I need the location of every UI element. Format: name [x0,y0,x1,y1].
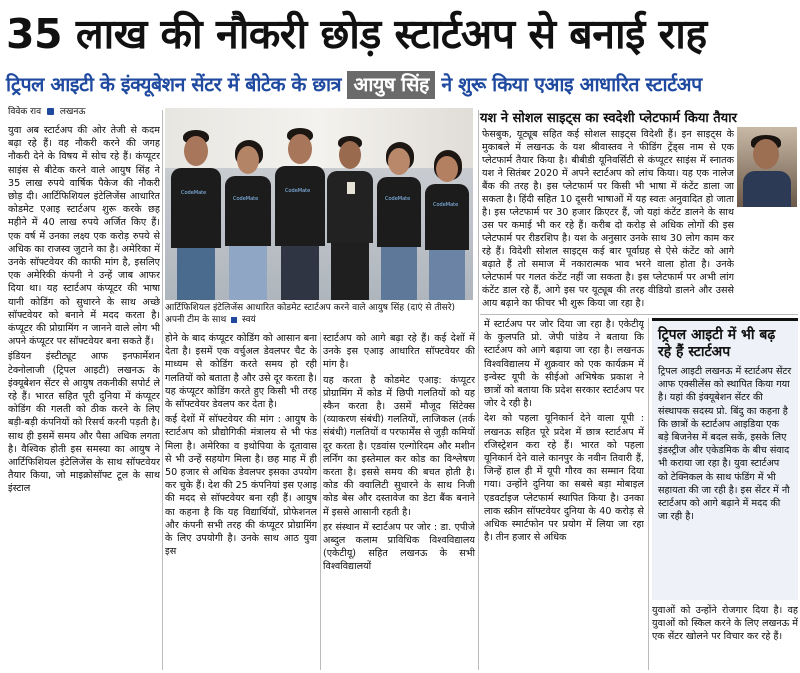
subhead-highlight: आयुष सिंह [347,71,435,99]
shirt-text: CodeMate [181,190,207,196]
bullet-icon [47,108,54,115]
article-column-4 [484,318,644,670]
paragraph: युवाओं को उन्होंने रोजगार दिया है। वह युवाओं को स्किल करने के लिए लखनऊ में एक सेंटर खोलने पर विचार कर रहे हैं। [652,605,798,643]
boxed-story-text: ट्रिपल आइटी लखनऊ में स्टार्टअप सेंटर आफ एक्सीलेंस को स्थापित किया गया है। यहां की इंक्यूबेशन सेंटर की संस्थापक सदस्य प्रो. बिंदु का कहना है कि छात्रों के स्टार्टअप आइडिया एक बड़े बिजनेस में बदल सकें, इसके लिए इंडस्ट्रीज और एकेडमिक के बीच संवाद भी कराया जा रहा है। युवा स्टार्टअप को टेक्निकल के साथ फंडिंग में भी सहायता की जा रही है। इस सेंटर में नौ स्टार्टअप को आगे बढ़ाने में मदद की जा रही है। [658,366,792,523]
photo-person-ayush [325,136,375,300]
subhead-post: ने शुरू किया एआइ आधारित स्टार्टअप [441,73,702,96]
paragraph: देश को पहला यूनिकार्न देने वाला यूपी : लखनऊ सहित पूरे प्रदेश में छात्र स्टार्टअप में रजिस्ट्रेशन करा रहे हैं। भारत को पहला यूनिकार्न देने वाले कानपुर के नवीन तिवारी हैं, जिन्हें हाल ही में यूपी गौरव का सम्मान दिया गया। उन्होंने दुनिया का सबसे बड़ा मोबाइल एडवर्टाइज प्लेटफार्म स्थापित किया है। उनका लाक स्क्रीन सॉफ्टवेयर दुनिया के 40 करोड़ से अधिक स्मार्टफोन पर प्रयोग में लिया जा रहा है। तीन हजार से अधिक [484,413,644,544]
paragraph: युवा अब स्टार्टअप की ओर तेजी से कदम बढ़ा रहे हैं। वह नौकरी करने की जगह नौकरी देने के विषय में सोच रहे हैं। कंप्यूटर साइंस से बीटेक करने वाले आयुष सिंह ने 35 लाख रुपये वार्षिक पैकेज की नौकरी छोड़ दी। आर्टिफिशियल इंटेलिजेंस आधारित कोडमेट एआइ स्टार्टअप शुरू करके छह महीने में 40 लाख रुपये अर्जित किए हैं। एक वर्ष में उनका लक्ष्य एक करोड़ रुपये से अधिक का राजस्व जुटाने का है। अमेरिका में उनके सॉफ्टवेयर की काफी मांग है, इसलिए एक अमेरिकी कंपनी ने उन्हें जाब आफर दिया था। यह स्टार्टअप कंप्यूटर की भाषा यानी कोडिंग को सुधारने के साथ अच्छे सॉफ्टवेयर को बनाने में मदद करता है। कंप्यूटर की प्रोग्रामिंग न जानने वाले लोग भी अपने कंप्यूटर पर सॉफ्टवेयर बना सकते हैं। [8,125,160,348]
side-story-text-top [482,128,734,312]
article-column-5-tail [652,604,798,670]
boxed-story-title: ट्रिपल आइटी में भी बढ़ रहे हैं स्टार्टअप [658,327,776,360]
column-divider [648,318,649,670]
paragraph: हर संस्थान में स्टार्टअप पर जोर : डा. एपीजे अब्दुल कलाम प्राविधिक विश्वविद्यालय (एकेटीयू) सहित लखनऊ के सभी विश्वविद्यालयों [323,521,475,573]
photo-person [223,140,273,300]
paragraph: होने के बाद कंप्यूटर कोडिंग को आसान बना देता है। इसमें एक वर्चुअल डेवलपर चैट के माध्यम से कोडिंग करते समय हो रही गलतियों को बताता है और उसे दूर करता है। यह कंप्यूटर कोडिंग करते हुए किसी भी तरह के सॉफ्टवेयर डेवलप कर देता है। [165,333,317,411]
article-column-3 [323,332,475,670]
section-divider [480,314,798,315]
column-divider [320,332,321,670]
byline-city: लखनऊ [59,107,86,117]
subheadline [6,70,796,100]
byline [8,104,85,117]
photo-person [423,150,471,300]
photo-person [273,128,325,300]
photo-person [375,142,423,300]
paragraph: कई देशों में सॉफ्टवेयर की मांग : आयुष के स्टार्टअप को प्रौद्योगिकी मंत्रालय से भी फंड मिला है। अमेरिका व इथोपिया के दूतावास से भी उन्हें सहयोग मिला है। छह माह में ही 50 हजार से अधिक डेवलपर इसका उपयोग कर चुके हैं। देश की 25 कंपनियां इस एआइ की मदद से सॉफ्टवेयर बना रही हैं। आयुष का कहना है कि यह विद्यार्थियों, प्रोफेशनल और कंपनी सभी तरह की कंप्यूटर प्रोग्रामिंग के लिए उपयोगी है। उनके साथ आठ युवा इस [165,414,317,558]
portrait-photo [737,127,797,207]
paragraph: में स्टार्टअप पर जोर दिया जा रहा है। एकेटीयू के कुलपति प्रो. जेपी पांडेय ने बताया कि स्टार्टअप को आगे बढ़ाया जा रहा है। लखनऊ विश्वविद्यालय में शुक्रवार को एक कार्यक्रम में इन्वेस्ट यूपी के सीईओ अभिषेक प्रकाश ने छात्रों को बताया कि प्रदेश सरकार स्टार्टअप पर जोर दे रही है। [484,319,644,410]
shirt-text: CodeMate [285,188,311,194]
headline: 35 लाख की नौकरी छोड़ स्टार्टअप से बनाई राह [6,10,707,58]
photo-caption [165,302,475,326]
shirt-text: CodeMate [385,196,411,202]
photo-person [169,130,221,300]
side-story-paragraph: फेसबुक, यूट्यूब सहित कई सोशल साइट्स विदेशी हैं। इन साइट्स के मुकाबले में लखनऊ के यश श्रीवास्तव ने फीडिंग ट्रेंड्स नाम से एक प्लेटफार्म तैयार किया है। बीबीडी यूनिवर्सिटी से कंप्यूटर साइंस में स्नातक यश ने सितंबर 2020 में अपने स्टार्टअप को लांच किया। यह एक नालेज बैंक की तरह है। इस प्लेटफार्म पर किसी भी भाषा में कंटेंट डाला जा सकता है। हिंदी सहित 10 दूसरी भाषाओं में यह स्वतः अनुवादित हो जाता है। इस प्लेटफार्म पर 30 हजार क्रिएटर हैं, जो यहां कंटेंट डालने के साथ उस पर कमाई भी कर रहे हैं। करीब दो करोड़ से अधिक लोगों की इस प्लेटफार्म पर रीडरशिप है। यश के अनुसार उनके साथ 30 लोग काम कर रहे हैं। विदेशी सोशल साइट्स कई बार पूर्वाग्रह से ऐसे कंटेंट को आगे बढ़ाते हैं तो समाज में नकारात्मक भाव भरने वाला होता है। उनके प्लेटफार्म पर गलत कंटेंट नहीं जा सकता है। इस प्लेटफार्म पर अभी लांग कंटेंट डाल रहे हैं, आगे इस पर यूट्यूब की तरह वीडियो डालने और उससे आय बढ़ाने का फीचर भी शुरू किया जा रहा है। [482,129,734,309]
paragraph: इंडियन इंस्टीट्यूट आफ इनफार्मेशन टेक्नोलाजी (ट्रिपल आइटी) लखनऊ के इंक्यूबेशन सेंटर से आयुष तकनीकी सपोर्ट ले रहे हैं। भारत सहित पूरी दुनिया में कंप्यूटर कोडिंग की गलती को ठीक करने के लिए बड़ी-बड़ी कंपनियों को रिसर्च करनी पड़ती है। साथ ही इसमें समय और पैसा अधिक लगता है। वैश्विक होती इस समस्या का आयुष ने आर्टिफिशियल इंटेलिजेंस के साथ सॉफ्टवेयर तैयार किया, जो माइक्रोसॉफ्ट टूल के साथ इंस्टाल [8,351,160,495]
shirt-text: CodeMate [433,202,459,208]
id-badge [347,182,355,194]
subhead-pre: ट्रिपल आइटी के इंक्यूबेशन सेंटर में बीटेक के छात्र [6,73,342,96]
article-column-2 [165,332,317,670]
team-photo [165,108,473,300]
caption-text: आर्टिफिशियल इंटेलिजेंस आधारित कोडमेट स्टार्टअप करने वाले आयुष सिंह (दाएं से तीसरे) अपनी टीम के साथ [165,303,456,325]
boxed-story [652,318,798,600]
paragraph: यह करता है कोडमेट एआइ: कंप्यूटर प्रोग्रामिंग में कोड में छिपी गलतियों को यह स्कैन करता है। उसमें मौजूद सिंटेक्स (व्याकरण संबंधी) गलतियों, लाजिकल (तर्क संबंधी) गलतियों व परफार्मेंस से जुड़ी कमियों दूर करता है। एडवांस एल्गोरिदम और मशीन लर्निंग का इस्तेमाल कर कोड का विश्लेषण करता है। इससे समय की बचत होती है। कोड की क्वालिटी सुधारने के साथ निजी कोड बेस और दस्तावेज का डेटा बैंक बनाने में इससे आसानी रहती है। [323,374,475,518]
paragraph: स्टार्टअप को आगे बढ़ा रहे हैं। कई देशों में उनके इस एआइ आधारित सॉफ्टवेयर की मांग है। [323,333,475,371]
byline-author: विवेक राव [8,107,42,117]
caption-credit: स्वयं [241,315,256,325]
article-column-1 [8,124,160,670]
column-divider [162,110,163,670]
column-divider [478,110,479,670]
bullet-icon [231,317,237,323]
side-story-title: यश ने सोशल साइट्स का स्वदेशी प्लेटफार्म किया तैयार [480,111,737,126]
shirt-text: CodeMate [233,196,259,202]
